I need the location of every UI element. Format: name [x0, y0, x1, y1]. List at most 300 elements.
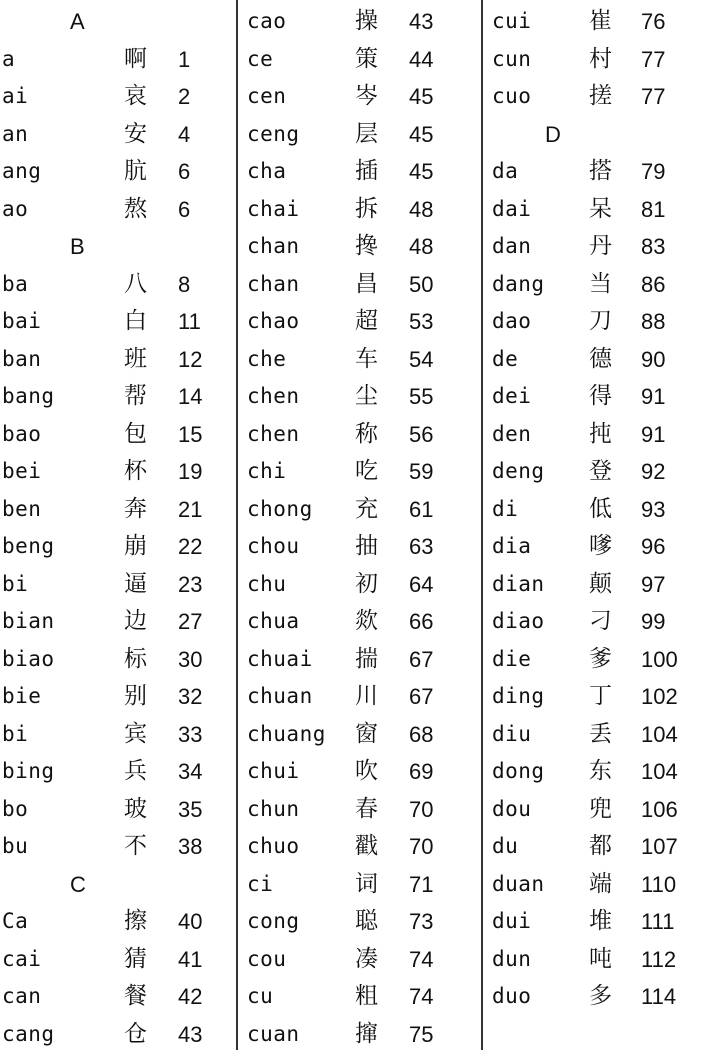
pinyin-syllable: chuai [247, 641, 313, 679]
pinyin-syllable: Ca [2, 903, 28, 941]
hanzi-character: 东 [589, 753, 612, 791]
page-number: 1 [178, 41, 190, 79]
index-entry [0, 191, 236, 229]
page-number: 50 [409, 266, 433, 304]
hanzi-character: 川 [355, 678, 378, 716]
hanzi-character: 包 [124, 416, 147, 454]
pinyin-syllable: cu [247, 978, 273, 1016]
page-number: 33 [178, 716, 202, 754]
index-entry [242, 678, 481, 716]
hanzi-character: 帮 [124, 378, 147, 416]
page-number: 71 [409, 866, 433, 904]
pinyin-syllable: a [2, 41, 15, 79]
index-entry [242, 453, 481, 491]
page-number: 88 [641, 303, 665, 341]
hanzi-character: 聪 [355, 903, 378, 941]
hanzi-character: 拆 [355, 191, 378, 229]
index-entry [487, 566, 720, 604]
pinyin-syllable: chao [247, 303, 300, 341]
hanzi-character: 车 [355, 341, 378, 379]
page-number: 8 [178, 266, 190, 304]
index-entry [487, 341, 720, 379]
pinyin-syllable: cha [247, 153, 286, 191]
page-number: 12 [178, 341, 202, 379]
index-entry [487, 791, 720, 829]
index-entry [242, 191, 481, 229]
index-entry [242, 791, 481, 829]
hanzi-character: 昌 [355, 266, 378, 304]
page-number: 93 [641, 491, 665, 529]
hanzi-character: 哀 [124, 78, 147, 116]
index-entry [0, 41, 236, 79]
pinyin-syllable: che [247, 341, 286, 379]
section-header-row [0, 228, 236, 266]
hanzi-character: 杯 [124, 453, 147, 491]
hanzi-character: 丹 [589, 228, 612, 266]
page-number: 32 [178, 678, 202, 716]
pinyin-syllable: dun [492, 941, 531, 979]
page-number: 40 [178, 903, 202, 941]
index-entry [242, 41, 481, 79]
hanzi-character: 逼 [124, 566, 147, 604]
page-number: 48 [409, 191, 433, 229]
index-entry [242, 903, 481, 941]
pinyin-syllable: ang [2, 153, 41, 191]
hanzi-character: 丢 [589, 716, 612, 754]
page-number: 63 [409, 528, 433, 566]
index-entry [242, 753, 481, 791]
page-number: 91 [641, 416, 665, 454]
hanzi-character: 充 [355, 491, 378, 529]
index-entry [0, 978, 236, 1016]
index-entry [242, 566, 481, 604]
pinyin-syllable: chua [247, 603, 300, 641]
hanzi-character: 爹 [589, 641, 612, 679]
hanzi-character: 撺 [355, 1016, 378, 1053]
pinyin-syllable: ao [2, 191, 28, 229]
page-number: 107 [641, 828, 678, 866]
index-entry [0, 753, 236, 791]
page-number: 35 [178, 791, 202, 829]
index-entry [0, 303, 236, 341]
pinyin-syllable: bang [2, 378, 55, 416]
hanzi-character: 崩 [124, 528, 147, 566]
hanzi-character: 凑 [355, 941, 378, 979]
pinyin-syllable: chu [247, 566, 286, 604]
hanzi-character: 八 [124, 266, 147, 304]
page-number: 76 [641, 3, 665, 41]
hanzi-character: 吹 [355, 753, 378, 791]
page-number: 111 [641, 903, 674, 941]
pinyin-syllable: beng [2, 528, 55, 566]
hanzi-character: 崔 [589, 3, 612, 41]
index-column-2 [242, 0, 481, 1050]
page-number: 114 [641, 978, 676, 1016]
pinyin-syllable: cen [247, 78, 286, 116]
index-entry [487, 903, 720, 941]
hanzi-character: 操 [355, 3, 378, 41]
page-number: 43 [409, 3, 433, 41]
index-entry [487, 491, 720, 529]
page-number: 68 [409, 716, 433, 754]
pinyin-syllable: duan [492, 866, 545, 904]
hanzi-character: 熬 [124, 191, 147, 229]
hanzi-character: 揣 [355, 641, 378, 679]
hanzi-character: 仓 [124, 1016, 147, 1053]
index-entry [487, 828, 720, 866]
pinyin-syllable: cai [2, 941, 41, 979]
column-divider [236, 0, 238, 1050]
index-entry [0, 491, 236, 529]
index-entry [0, 941, 236, 979]
page-number: 22 [178, 528, 202, 566]
index-entry [0, 678, 236, 716]
page-number: 59 [409, 453, 433, 491]
hanzi-character: 边 [124, 603, 147, 641]
index-entry [242, 716, 481, 754]
page-number: 45 [409, 78, 433, 116]
page-number: 70 [409, 791, 433, 829]
hanzi-character: 肮 [124, 153, 147, 191]
pinyin-syllable: an [2, 116, 28, 154]
page-number: 4 [178, 116, 190, 154]
index-entry [487, 866, 720, 904]
page-number: 23 [178, 566, 202, 604]
index-entry [0, 903, 236, 941]
index-entry [0, 528, 236, 566]
pinyin-syllable: ai [2, 78, 28, 116]
hanzi-character: 多 [589, 978, 612, 1016]
pinyin-syllable: bi [2, 566, 28, 604]
page-number: 96 [641, 528, 665, 566]
page-number: 112 [641, 941, 676, 979]
section-header-row [487, 116, 720, 154]
pinyin-syllable: chai [247, 191, 300, 229]
hanzi-character: 岑 [355, 78, 378, 116]
page-number: 42 [178, 978, 202, 1016]
index-entry [487, 528, 720, 566]
pinyin-syllable: cuan [247, 1016, 300, 1053]
pinyin-syllable: ci [247, 866, 273, 904]
pinyin-syllable: dian [492, 566, 545, 604]
pinyin-syllable: dao [492, 303, 531, 341]
pinyin-syllable: bei [2, 453, 41, 491]
pinyin-syllable: dong [492, 753, 545, 791]
page-number: 19 [178, 453, 202, 491]
page-number: 45 [409, 116, 433, 154]
pinyin-syllable: diu [492, 716, 531, 754]
hanzi-character: 奔 [124, 491, 147, 529]
hanzi-character: 刁 [589, 603, 612, 641]
pinyin-syllable: ban [2, 341, 41, 379]
hanzi-character: 扽 [589, 416, 612, 454]
page-number: 45 [409, 153, 433, 191]
pinyin-syllable: ding [492, 678, 545, 716]
hanzi-character: 初 [355, 566, 378, 604]
pinyin-syllable: chui [247, 753, 300, 791]
pinyin-syllable: chuang [247, 716, 326, 754]
hanzi-character: 窗 [355, 716, 378, 754]
page-number: 106 [641, 791, 678, 829]
index-entry [487, 3, 720, 41]
index-entry [487, 266, 720, 304]
index-entry [487, 603, 720, 641]
pinyin-syllable: cang [2, 1016, 55, 1053]
hanzi-character: 戳 [355, 828, 378, 866]
pinyin-syllable: bo [2, 791, 28, 829]
index-entry [487, 41, 720, 79]
hanzi-character: 端 [589, 866, 612, 904]
hanzi-character: 粗 [355, 978, 378, 1016]
hanzi-character: 宾 [124, 716, 147, 754]
pinyin-syllable: dou [492, 791, 531, 829]
hanzi-character: 餐 [124, 978, 147, 1016]
page-number: 99 [641, 603, 665, 641]
pinyin-syllable: deng [492, 453, 545, 491]
section-letter: C [70, 866, 86, 904]
page-number: 67 [409, 678, 433, 716]
pinyin-syllable: dui [492, 903, 531, 941]
index-entry [487, 678, 720, 716]
index-entry [242, 78, 481, 116]
index-entry [487, 941, 720, 979]
page-number: 6 [178, 153, 190, 191]
page-number: 55 [409, 378, 433, 416]
page-number: 77 [641, 78, 665, 116]
index-entry [487, 416, 720, 454]
page-number: 92 [641, 453, 665, 491]
hanzi-character: 刀 [589, 303, 612, 341]
page-number: 61 [409, 491, 433, 529]
pinyin-syllable: bie [2, 678, 41, 716]
pinyin-syllable: chuo [247, 828, 300, 866]
pinyin-syllable: dang [492, 266, 545, 304]
pinyin-syllable: ben [2, 491, 41, 529]
hanzi-character: 嗲 [589, 528, 612, 566]
index-column-1 [0, 0, 236, 1050]
index-entry [242, 641, 481, 679]
pinyin-syllable: can [2, 978, 41, 1016]
hanzi-character: 欻 [355, 603, 378, 641]
index-entry [0, 1016, 236, 1053]
hanzi-character: 都 [589, 828, 612, 866]
page-number: 81 [641, 191, 665, 229]
hanzi-character: 搓 [589, 78, 612, 116]
hanzi-character: 擦 [124, 903, 147, 941]
hanzi-character: 村 [589, 41, 612, 79]
hanzi-character: 安 [124, 116, 147, 154]
hanzi-character: 堆 [589, 903, 612, 941]
index-entry [242, 1016, 481, 1053]
hanzi-character: 尘 [355, 378, 378, 416]
index-entry [487, 78, 720, 116]
page-number: 30 [178, 641, 202, 679]
index-entry [242, 941, 481, 979]
pinyin-syllable: bian [2, 603, 55, 641]
hanzi-character: 超 [355, 303, 378, 341]
pinyin-syllable: cou [247, 941, 286, 979]
hanzi-character: 低 [589, 491, 612, 529]
page-number: 86 [641, 266, 665, 304]
index-entry [0, 341, 236, 379]
hanzi-character: 班 [124, 341, 147, 379]
hanzi-character: 兜 [589, 791, 612, 829]
index-entry [0, 716, 236, 754]
pinyin-syllable: ba [2, 266, 28, 304]
page-number: 91 [641, 378, 665, 416]
pinyin-syllable: ce [247, 41, 273, 79]
page-number: 27 [178, 603, 202, 641]
hanzi-character: 标 [124, 641, 147, 679]
index-entry [0, 828, 236, 866]
page-number: 41 [178, 941, 202, 979]
pinyin-syllable: chan [247, 228, 300, 266]
pinyin-syllable: cui [492, 3, 531, 41]
hanzi-character: 策 [355, 41, 378, 79]
column-divider [481, 0, 483, 1050]
pinyin-syllable: chen [247, 416, 300, 454]
pinyin-syllable: duo [492, 978, 531, 1016]
hanzi-character: 搭 [589, 153, 612, 191]
pinyin-syllable: cun [492, 41, 531, 79]
page-number: 104 [641, 753, 678, 791]
hanzi-character: 登 [589, 453, 612, 491]
index-column-3 [487, 0, 720, 1050]
pinyin-syllable: diao [492, 603, 545, 641]
hanzi-character: 白 [124, 303, 147, 341]
index-entry [242, 491, 481, 529]
section-letter: B [70, 228, 85, 266]
page-number: 64 [409, 566, 433, 604]
hanzi-character: 猜 [124, 941, 147, 979]
index-entry [0, 416, 236, 454]
index-entry [242, 603, 481, 641]
pinyin-syllable: bai [2, 303, 41, 341]
page-number: 79 [641, 153, 665, 191]
hanzi-character: 吨 [589, 941, 612, 979]
page-number: 70 [409, 828, 433, 866]
page-number: 90 [641, 341, 665, 379]
index-entry [242, 866, 481, 904]
index-entry [0, 266, 236, 304]
index-entry [487, 303, 720, 341]
page-number: 56 [409, 416, 433, 454]
index-entry [487, 716, 720, 754]
hanzi-character: 啊 [124, 41, 147, 79]
page-number: 43 [178, 1016, 202, 1053]
hanzi-character: 称 [355, 416, 378, 454]
pinyin-syllable: ceng [247, 116, 300, 154]
section-letter: A [70, 3, 85, 41]
hanzi-character: 搀 [355, 228, 378, 266]
hanzi-character: 层 [355, 116, 378, 154]
index-entry [242, 378, 481, 416]
pinyin-syllable: chun [247, 791, 300, 829]
pinyin-syllable: du [492, 828, 518, 866]
hanzi-character: 丁 [589, 678, 612, 716]
pinyin-syllable: chou [247, 528, 300, 566]
pinyin-syllable: de [492, 341, 518, 379]
page-number: 2 [178, 78, 190, 116]
page-number: 54 [409, 341, 433, 379]
index-entry [487, 378, 720, 416]
section-header-row [0, 3, 236, 41]
pinyin-syllable: bing [2, 753, 55, 791]
index-entry [242, 153, 481, 191]
page-number: 110 [641, 866, 676, 904]
hanzi-character: 玻 [124, 791, 147, 829]
index-entry [487, 453, 720, 491]
hanzi-character: 词 [355, 866, 378, 904]
hanzi-character: 呆 [589, 191, 612, 229]
page-number: 97 [641, 566, 665, 604]
page-number: 14 [178, 378, 202, 416]
pinyin-syllable: biao [2, 641, 55, 679]
index-entry [242, 416, 481, 454]
hanzi-character: 不 [124, 828, 147, 866]
page-number: 48 [409, 228, 433, 266]
pinyin-syllable: chan [247, 266, 300, 304]
index-entry [242, 978, 481, 1016]
page-number: 102 [641, 678, 678, 716]
index-entry [242, 828, 481, 866]
index-entry [487, 191, 720, 229]
index-entry [242, 3, 481, 41]
page-number: 15 [178, 416, 202, 454]
section-letter: D [545, 116, 561, 154]
pinyin-syllable: bao [2, 416, 41, 454]
index-entry [0, 453, 236, 491]
index-entry [0, 791, 236, 829]
pinyin-syllable: chen [247, 378, 300, 416]
pinyin-syllable: den [492, 416, 531, 454]
page-number: 38 [178, 828, 202, 866]
hanzi-character: 春 [355, 791, 378, 829]
index-entry [242, 266, 481, 304]
page-number: 83 [641, 228, 665, 266]
hanzi-character: 当 [589, 266, 612, 304]
page-number: 100 [641, 641, 678, 679]
page-number: 74 [409, 978, 433, 1016]
page-number: 75 [409, 1016, 433, 1053]
page-number: 74 [409, 941, 433, 979]
index-entry [0, 78, 236, 116]
hanzi-character: 兵 [124, 753, 147, 791]
page-number: 77 [641, 41, 665, 79]
pinyin-syllable: da [492, 153, 518, 191]
index-entry [487, 978, 720, 1016]
page-number: 6 [178, 191, 190, 229]
pinyin-syllable: chi [247, 453, 286, 491]
hanzi-character: 抽 [355, 528, 378, 566]
index-entry [0, 603, 236, 641]
index-entry [0, 641, 236, 679]
pinyin-syllable: die [492, 641, 531, 679]
page-number: 21 [178, 491, 202, 529]
index-entry [0, 378, 236, 416]
pinyin-syllable: dei [492, 378, 531, 416]
index-entry [242, 528, 481, 566]
page-number: 104 [641, 716, 678, 754]
hanzi-character: 得 [589, 378, 612, 416]
hanzi-character: 德 [589, 341, 612, 379]
hanzi-character: 插 [355, 153, 378, 191]
index-entry [0, 566, 236, 604]
pinyin-syllable: cao [247, 3, 286, 41]
index-entry [242, 341, 481, 379]
pinyin-syllable: dai [492, 191, 531, 229]
page-number: 69 [409, 753, 433, 791]
